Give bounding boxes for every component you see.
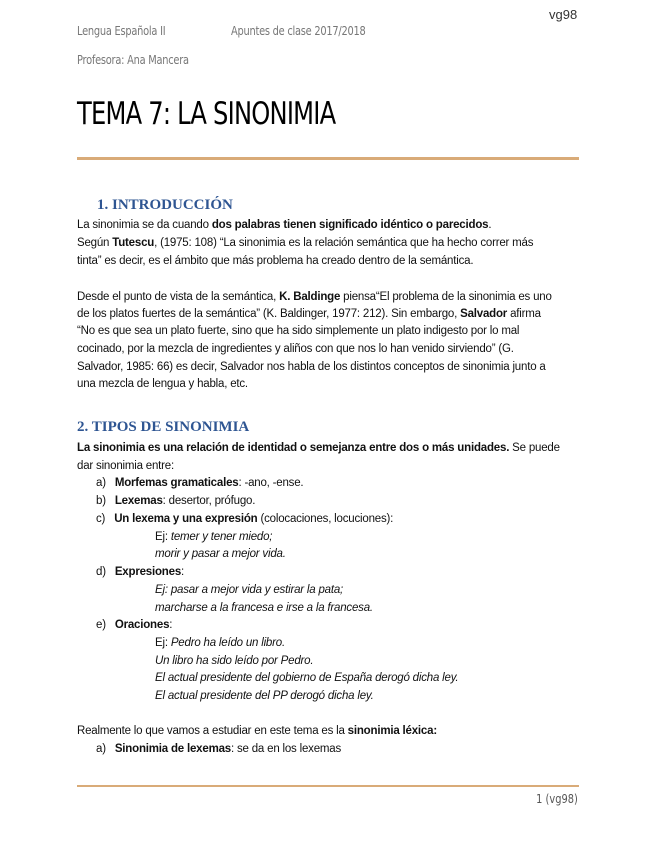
text-run: de los platos fuertes de la semántica” (K. Baldinger, 1977: 212). Sin embargo,	[77, 308, 461, 320]
list-marker: a)	[96, 477, 106, 489]
outro-line	[77, 722, 437, 740]
text-run-italic: Pedro ha leído un libro.	[170, 637, 285, 649]
para2-line-5: Salvador, 1985: 66) es decir, Salvador nos habla de los distintos conceptos de sinonimia junto a	[77, 361, 546, 373]
text-run-bold: dos palabras tienen significado idéntico o parecidos	[211, 219, 489, 231]
text-run-bold: sinonimia léxica:	[347, 725, 437, 737]
text-run: Ej:	[155, 637, 171, 649]
professor-label: Profesora: Ana Mancera	[77, 53, 189, 67]
list-item-last-a	[96, 740, 341, 758]
text-run: Según	[77, 237, 113, 249]
tipos-intro-line-2: dar sinonimia entre:	[77, 460, 174, 472]
text-run-bold: Sinonimia de lexemas	[114, 743, 231, 755]
text-run-bold: Expresiones	[114, 566, 182, 578]
example-e-4: El actual presidente del PP derogó dicha ley.	[155, 690, 374, 702]
notes-label: Apuntes de clase 2017/2018	[231, 24, 366, 38]
list-marker: c)	[96, 513, 106, 525]
example-e-3: El actual presidente del gobierno de España derogó dicha ley.	[155, 672, 459, 684]
para2-line-3: “No es que sea un plato fuerte, sino que ha sido simplemente un plato indigesto por lo mal	[77, 325, 520, 337]
footer-divider	[77, 785, 579, 787]
example-c-2: morir y pasar a mejor vida.	[155, 548, 286, 560]
text-run: : -ano, -ense.	[238, 477, 304, 489]
text-run: piensa“El problema de la sinonimia es uno	[340, 291, 552, 303]
list-item-c	[96, 510, 393, 528]
para2-line-4: cocinado, por la mezcla de ingredientes y aliños con que nos lo han venido sirviendo” (G.	[77, 343, 514, 355]
example-c-1	[155, 528, 272, 546]
text-run-bold: Salvador	[460, 308, 508, 320]
list-item-d	[96, 563, 184, 581]
corner-tag: vg98	[549, 7, 578, 22]
para2-line-1	[77, 288, 552, 306]
text-run: Desde el punto de vista de la semántica,	[77, 291, 280, 303]
list-item-a	[96, 474, 303, 492]
page-number: 1 (vg98)	[536, 792, 578, 806]
text-run: Se puede	[509, 442, 560, 454]
tipos-intro-line-1	[77, 439, 560, 457]
text-run-bold: Morfemas gramaticales	[114, 477, 239, 489]
page-title: TEMA 7: LA SINONIMIA	[77, 96, 336, 132]
example-e-1	[155, 634, 285, 652]
text-run: afirma	[507, 308, 541, 320]
text-run-bold: Un lexema y una expresión	[114, 513, 258, 525]
title-divider	[77, 157, 579, 160]
text-run-italic: temer y tener miedo;	[170, 531, 273, 543]
text-run: La sinonimia se da cuando	[77, 219, 212, 231]
text-run: : se da en los lexemas	[231, 743, 342, 755]
intro-line-3: tinta” es decir, es el ámbito que más problema ha creado dentro de la semántica.	[77, 255, 474, 267]
text-run-bold: Oraciones	[114, 619, 170, 631]
list-marker: e)	[96, 619, 106, 631]
para2-line-6: una mezcla de lengua y habla, etc.	[77, 378, 248, 390]
text-run: :	[169, 619, 173, 631]
text-run: , (1975: 108) “La sinonimia es la relación semántica que ha hecho correr más	[154, 237, 534, 249]
text-run: : desertor, prófugo.	[162, 495, 256, 507]
text-run-bold: K. Baldinge	[279, 291, 341, 303]
list-marker: d)	[96, 566, 106, 578]
section-heading-tipos: 2. TIPOS DE SINONIMIA	[77, 419, 250, 435]
text-run: .	[488, 219, 492, 231]
text-run: Ej:	[155, 531, 171, 543]
course-name: Lengua Española II	[77, 24, 166, 38]
text-run: :	[181, 566, 185, 578]
text-run-bold: Tutescu	[112, 237, 155, 249]
intro-line-2	[77, 234, 533, 252]
example-d-1: Ej: pasar a mejor vida y estirar la pata;	[155, 584, 344, 596]
example-d-2: marcharse a la francesa e irse a la francesa.	[155, 602, 373, 614]
list-item-e	[96, 616, 172, 634]
list-marker: b)	[96, 495, 106, 507]
list-marker: a)	[96, 743, 106, 755]
section-heading-introduccion: 1. INTRODUCCIÓN	[97, 197, 233, 213]
text-run-bold: Lexemas	[114, 495, 163, 507]
list-item-b	[96, 492, 255, 510]
intro-line-1	[77, 216, 491, 234]
text-run: Realmente lo que vamos a estudiar en este tema es la	[77, 725, 348, 737]
text-run: (colocaciones, locuciones):	[257, 513, 394, 525]
example-e-2: Un libro ha sido leído por Pedro.	[155, 655, 314, 667]
text-run-bold: La sinonimia es una relación de identidad o semejanza entre dos o más unidades.	[77, 442, 510, 454]
para2-line-2	[77, 305, 541, 323]
